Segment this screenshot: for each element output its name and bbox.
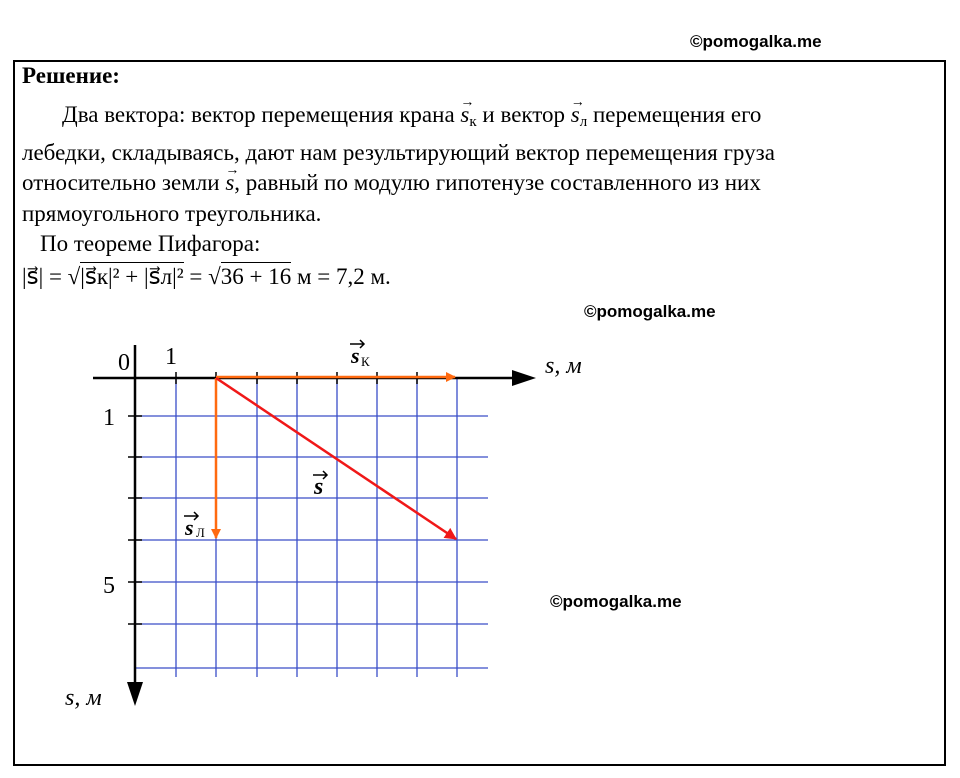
watermark-middle: ©pomogalka.me: [584, 302, 716, 321]
vector-result-label: [313, 471, 327, 500]
paragraph-line-3: относительно земли → s, равный по модулю гипотенузе составленного из них: [22, 168, 922, 199]
svg-text:К: К: [361, 354, 370, 369]
y-axis-label: s, м: [65, 685, 102, 711]
x-axis-label: s, м: [545, 353, 582, 379]
paragraph-line-2: лебедки, складываясь, дают нам результирующий вектор перемещения груза: [22, 139, 775, 165]
paragraph-line-4: прямоугольного треугольника.: [22, 200, 322, 226]
svg-text:s: s: [314, 474, 324, 500]
vector-crane-symbol: → s: [460, 100, 469, 131]
watermark-top: ©pomogalka.me: [690, 32, 822, 51]
vector-crane-label: [350, 340, 370, 369]
solution-heading: Решение:: [22, 63, 120, 88]
pythagoras-intro: По теореме Пифагора:: [40, 231, 261, 256]
svg-text:Л: Л: [196, 525, 205, 540]
x-tick-label: 1: [165, 344, 177, 370]
vector-result-arrow: [216, 378, 456, 539]
paragraph-line-1: Два вектора: вектор перемещения крана → $s_к$ и вектор → $s_л$ перемещения его: [22, 100, 922, 138]
svg-text:s: s: [351, 343, 360, 368]
origin-label: 0: [118, 350, 130, 376]
pythagoras-formula: |s⃗| = √|s⃗к|² + |s⃗л|² = √36 + 16 м = 7,2 м.: [22, 264, 391, 289]
vector-winch-symbol: → s: [571, 100, 580, 131]
vector-result-symbol: → s: [225, 168, 234, 199]
watermark-lower: ©pomogalka.me: [550, 592, 682, 611]
y-tick-label-5: 5: [103, 573, 115, 599]
vector-winch-label: [184, 512, 205, 540]
y-axis: [127, 345, 143, 706]
svg-text:s: s: [185, 515, 194, 540]
y-tick-label-1: 1: [103, 405, 115, 431]
